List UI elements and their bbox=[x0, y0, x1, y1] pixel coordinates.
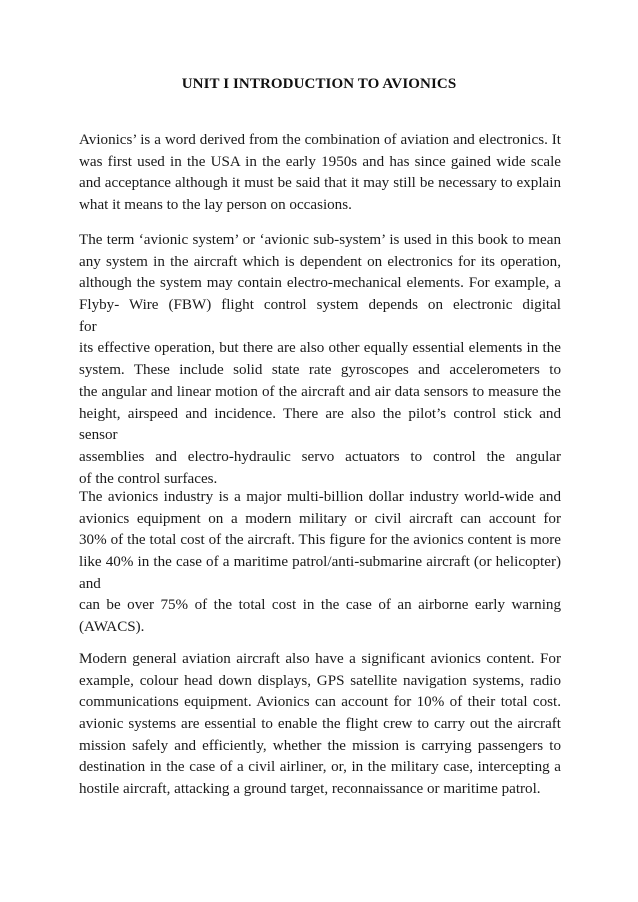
text-line: its effective operation, but there are also other equally essential elements in the bbox=[79, 340, 561, 357]
text-line: (AWACS). bbox=[79, 619, 145, 636]
text-line: example, colour head down displays, GPS satellite navigation systems, radio bbox=[79, 672, 561, 689]
text-line: avionic systems are essential to enable the flight crew to carry out the aircraft bbox=[79, 716, 561, 733]
text-line: mission safely and efficiently, whether the mission is carrying passengers to bbox=[79, 737, 561, 754]
text-line: height, airspeed and incidence. There are also the pilot’s control stick and bbox=[79, 405, 561, 422]
text-line: The avionics industry is a major multi-billion dollar industry world-wide and bbox=[79, 489, 561, 505]
text-line: Modern general aviation aircraft also have a significant avionics content. For bbox=[79, 651, 561, 667]
text-line: The term ‘avionic system’ or ‘avionic sub-system’ is used in this book to mean bbox=[79, 232, 561, 248]
text-line: was first used in the USA in the early 1950s and has since gained wide scale bbox=[79, 153, 561, 170]
text-line: 30% of the total cost of the aircraft. This figure for the avionics content is more bbox=[79, 532, 561, 549]
text-line: the angular and linear motion of the aircraft and air data sensors to measure the bbox=[79, 383, 561, 400]
text-line: of the control surfaces. bbox=[79, 470, 218, 487]
paragraph-3 bbox=[79, 487, 561, 639]
text-line: for bbox=[79, 318, 97, 335]
paragraph-1 bbox=[79, 130, 561, 217]
text-line: can be over 75% of the total cost in the case of an airborne early warning bbox=[79, 597, 561, 614]
text-line: any system in the aircraft which is dependent on electronics for its operation, bbox=[79, 253, 561, 270]
text-line: although the system may contain electro-mechanical elements. For example, a bbox=[79, 275, 561, 292]
text-line: system. These include solid state rate gyroscopes and accelerometers to bbox=[79, 362, 561, 379]
text-line: destination in the case of a civil airliner, or, in the military case, intercepting a bbox=[79, 759, 561, 776]
text-line: sensor bbox=[79, 427, 118, 444]
text-line: communications equipment. Avionics can account for 10% of their total cost. bbox=[79, 694, 561, 711]
text-line: like 40% in the case of a maritime patrol/anti-submarine aircraft (or helicopter) bbox=[79, 554, 561, 571]
paragraph-4 bbox=[79, 649, 561, 801]
text-line: what it means to the lay person on occasions. bbox=[79, 197, 352, 214]
text-line: hostile aircraft, attacking a ground target, reconnaissance or maritime patrol. bbox=[79, 781, 541, 798]
text-line: and acceptance although it must be said that it may still be necessary to explain bbox=[79, 175, 561, 192]
text-line: and bbox=[79, 575, 101, 592]
text-line: Flyby- Wire (FBW) flight control system depends on electronic digital bbox=[79, 297, 561, 314]
text-line: avionics equipment on a modern military or civil aircraft can account for bbox=[79, 510, 561, 527]
text-line: assemblies and electro-hydraulic servo actuators to control the angular bbox=[79, 448, 561, 465]
text-line: Avionics’ is a word derived from the combination of aviation and electronics. It bbox=[79, 132, 561, 148]
page-title: UNIT I INTRODUCTION TO AVIONICS bbox=[181, 76, 457, 92]
paragraph-2 bbox=[79, 230, 561, 490]
